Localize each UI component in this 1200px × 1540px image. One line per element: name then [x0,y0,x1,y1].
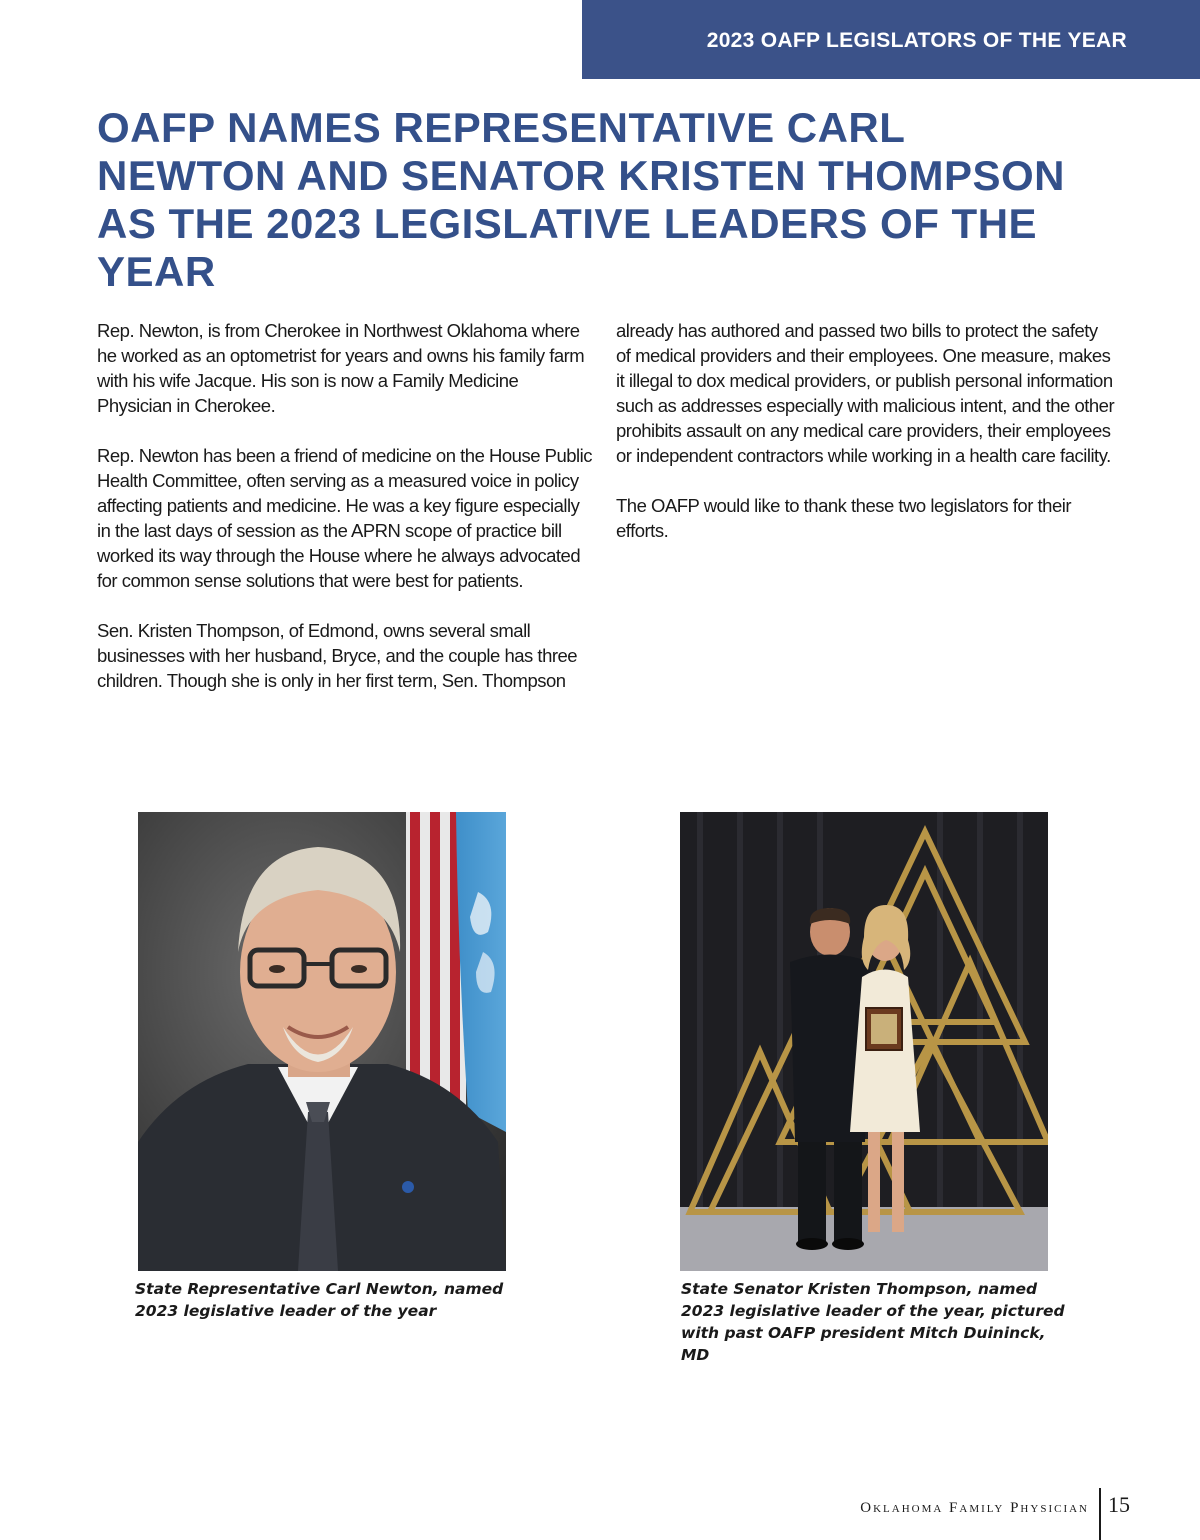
event-photo-kristen-thompson [680,812,1048,1271]
paragraph: Sen. Kristen Thompson, of Edmond, owns several small businesses with her husband, Bryce, and the couple has three children. Though she is only in her first term, Sen. Thompson [97,620,578,691]
article-headline: OAFP NAMES REPRESENTATIVE CARL NEWTON AND SENATOR KRISTEN THOMPSON AS THE 2023 LEGISLATIVE LEADERS OF THE YEAR [97,104,1065,295]
article-column-left [97,318,597,718]
article-column-right [616,318,1116,568]
section-label: 2023 OAFP LEGISLATORS OF THE YEAR [706,29,1127,52]
photo-caption-left: State Representative Carl Newton, named 2023 legislative leader of the year [135,1280,504,1320]
photo-caption-right: State Senator Kristen Thompson, named 2023 legislative leader of the year, pictured with past OAFP president Mitch Duininck, MD [681,1280,1065,1364]
paragraph: Rep. Newton has been a friend of medicine on the House Public Health Committee, often serving as a measured voice in policy affecting patients and medicine. He was a key figure especially in the last days of session as the APRN scope of practice bill worked its way through the House where he always advocated for common sense solutions that were best for patients. [97,445,593,591]
paragraph: Rep. Newton, is from Cherokee in Northwest Oklahoma where he worked as an optometrist for years and owns his family farm with his wife Jacque. His son is now a Family Medicine Physician in Cherokee. [97,320,585,416]
footer-divider [1099,1488,1101,1540]
paragraph: The OAFP would like to thank these two legislators for their efforts. [616,495,1072,541]
paragraph: already has authored and passed two bills to protect the safety of medical providers and their employees. One measure, makes it illegal to dox medical providers, or publish personal information such as addresses especially with malicious intent, and the other prohibits assault on any medical care providers, their employees or independent contractors while working in a health care facility. [616,320,1115,466]
section-banner [582,0,1200,79]
publication-name: Oklahoma Family Physician [860,1500,1089,1516]
portrait-photo-carl-newton [138,812,506,1271]
page-number: 15 [1108,1492,1130,1517]
